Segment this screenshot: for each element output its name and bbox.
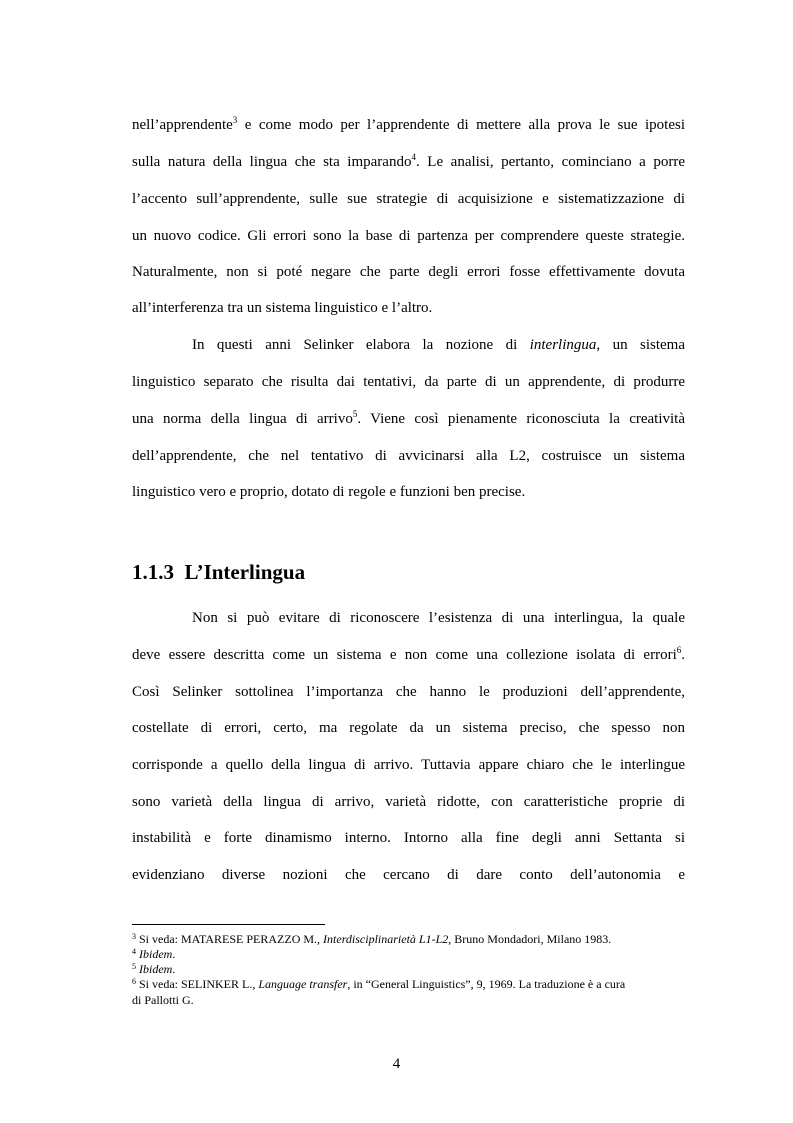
body-line: l’accento sull’apprendente, sulle sue strategie di acquisizione e sistematizzazione di: [132, 191, 685, 207]
footnote-4: $^4$ Ibidem.: [132, 947, 176, 961]
body-line: instabilità e forte dinamismo interno. Intorno alla fine degli anni Settanta si: [132, 830, 685, 846]
body-line: costellate di errori, certo, ma regolate da un sistema preciso, che spesso non: [132, 720, 685, 736]
emphasis-term: interlingua: [529, 337, 597, 353]
body-line: Non si può evitare di riconoscere l’esistenza di una interlingua, la quale: [192, 610, 685, 626]
body-line: sono varietà della lingua di arrivo, varietà ridotte, con caratteristiche proprie di: [132, 794, 685, 810]
footnote-5: $^5$ Ibidem.: [132, 962, 176, 976]
body-line: linguistico separato che risulta dai tentativi, da parte di un apprendente, di produrre: [132, 374, 685, 390]
page-number: 4: [392, 1056, 401, 1072]
body-line: In questi anni Selinker elabora la nozione di interlingua, un sistema: [192, 337, 685, 353]
body-line: sulla natura della lingua che sta imparando$^4$. Le analisi, pertanto, cominciano a porre: [132, 152, 686, 170]
body-line: all’interferenza tra un sistema linguistico e l’altro.: [132, 300, 433, 316]
body-line: Così Selinker sottolinea l’importanza che hanno le produzioni dell’apprendente,: [132, 684, 685, 700]
footnote-6-continuation: di Pallotti G.: [132, 993, 194, 1007]
body-line: una norma della lingua di arrivo$^5$. Viene così pienamente riconosciuta la creatività: [132, 409, 686, 427]
footnote-separator: [132, 924, 325, 925]
footnote-3: $^3$ Si veda: MATARESE PERAZZO M., Interdisciplinarietà L1-L2, Bruno Mondadori, Milano 1983.: [132, 932, 612, 946]
section-heading: 1.1.3 L’Interlingua: [132, 560, 306, 584]
footnote-ref: 5: [352, 409, 358, 419]
body-line: evidenziano diverse nozioni che cercano di dare conto dell’autonomia e: [132, 867, 685, 883]
body-line: deve essere descritta come un sistema e non come una collezione isolata di errori$^6$.: [132, 645, 685, 663]
body-line: un nuovo codice. Gli errori sono la base di partenza per comprendere queste strategie.: [132, 228, 685, 244]
body-line: linguistico vero e proprio, dotato di regole e funzioni ben precise.: [132, 484, 526, 500]
footnote-ref: 6: [676, 645, 682, 655]
footnote-ref: 4: [411, 152, 416, 162]
body-line: dell’apprendente, che nel tentativo di avvicinarsi alla L2, costruisce un sistema: [132, 448, 685, 464]
footnote-ref: 3: [232, 115, 238, 125]
body-line: nell’apprendente$^3$ e come modo per l’apprendente di mettere alla prova le sue ipotesi: [132, 115, 685, 133]
body-line: Naturalmente, non si poté negare che parte degli errori fosse effettivamente dovuta: [132, 264, 685, 280]
body-line: corrisponde a quello della lingua di arrivo. Tuttavia appare chiaro che le interlingue: [132, 757, 685, 773]
footnote-6: $^6$ Si veda: SELINKER L., Language transfer, in “General Linguistics”, 9, 1969. La traduzione è a cura: [132, 977, 626, 991]
